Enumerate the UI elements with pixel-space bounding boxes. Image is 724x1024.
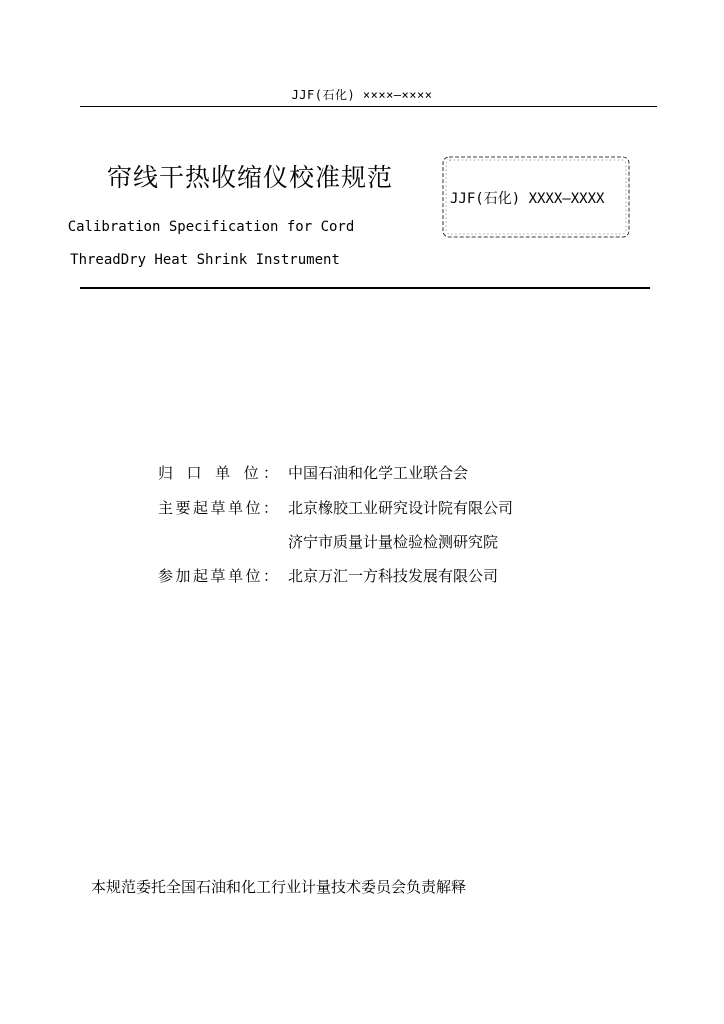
unit-row-participant	[158, 565, 499, 586]
unit-label: 主要起草单位：	[158, 499, 278, 517]
unit-value: 中国石油和化学工业联合会	[288, 464, 469, 482]
unit-row-main-drafter	[158, 497, 514, 518]
unit-row-main-drafter-2	[158, 531, 499, 551]
interpretation-note: 本规范委托全国石油和化工行业计量技术委员会负责解释	[91, 878, 467, 896]
unit-label: 参加起草单位：	[158, 567, 278, 585]
title-divider	[80, 287, 650, 289]
unit-row-responsible	[158, 462, 469, 483]
header-divider	[80, 106, 657, 107]
standard-code: JJF(石化) XXXX—XXXX	[450, 191, 605, 207]
unit-value: 北京橡胶工业研究设计院有限公司	[288, 499, 514, 517]
unit-value: 北京万汇一方科技发展有限公司	[288, 567, 499, 585]
title-chinese: 帘线干热收缩仪校准规范	[107, 163, 394, 192]
unit-value: 济宁市质量计量检验检测研究院	[288, 533, 499, 551]
title-english-line2: ThreadDry Heat Shrink Instrument	[70, 252, 340, 268]
title-english-line1: Calibration Specification for Cord	[67, 219, 355, 235]
header-document-code: JJF(石化) ××××—××××	[291, 88, 433, 102]
unit-label: 归 口 单 位：	[158, 464, 278, 482]
